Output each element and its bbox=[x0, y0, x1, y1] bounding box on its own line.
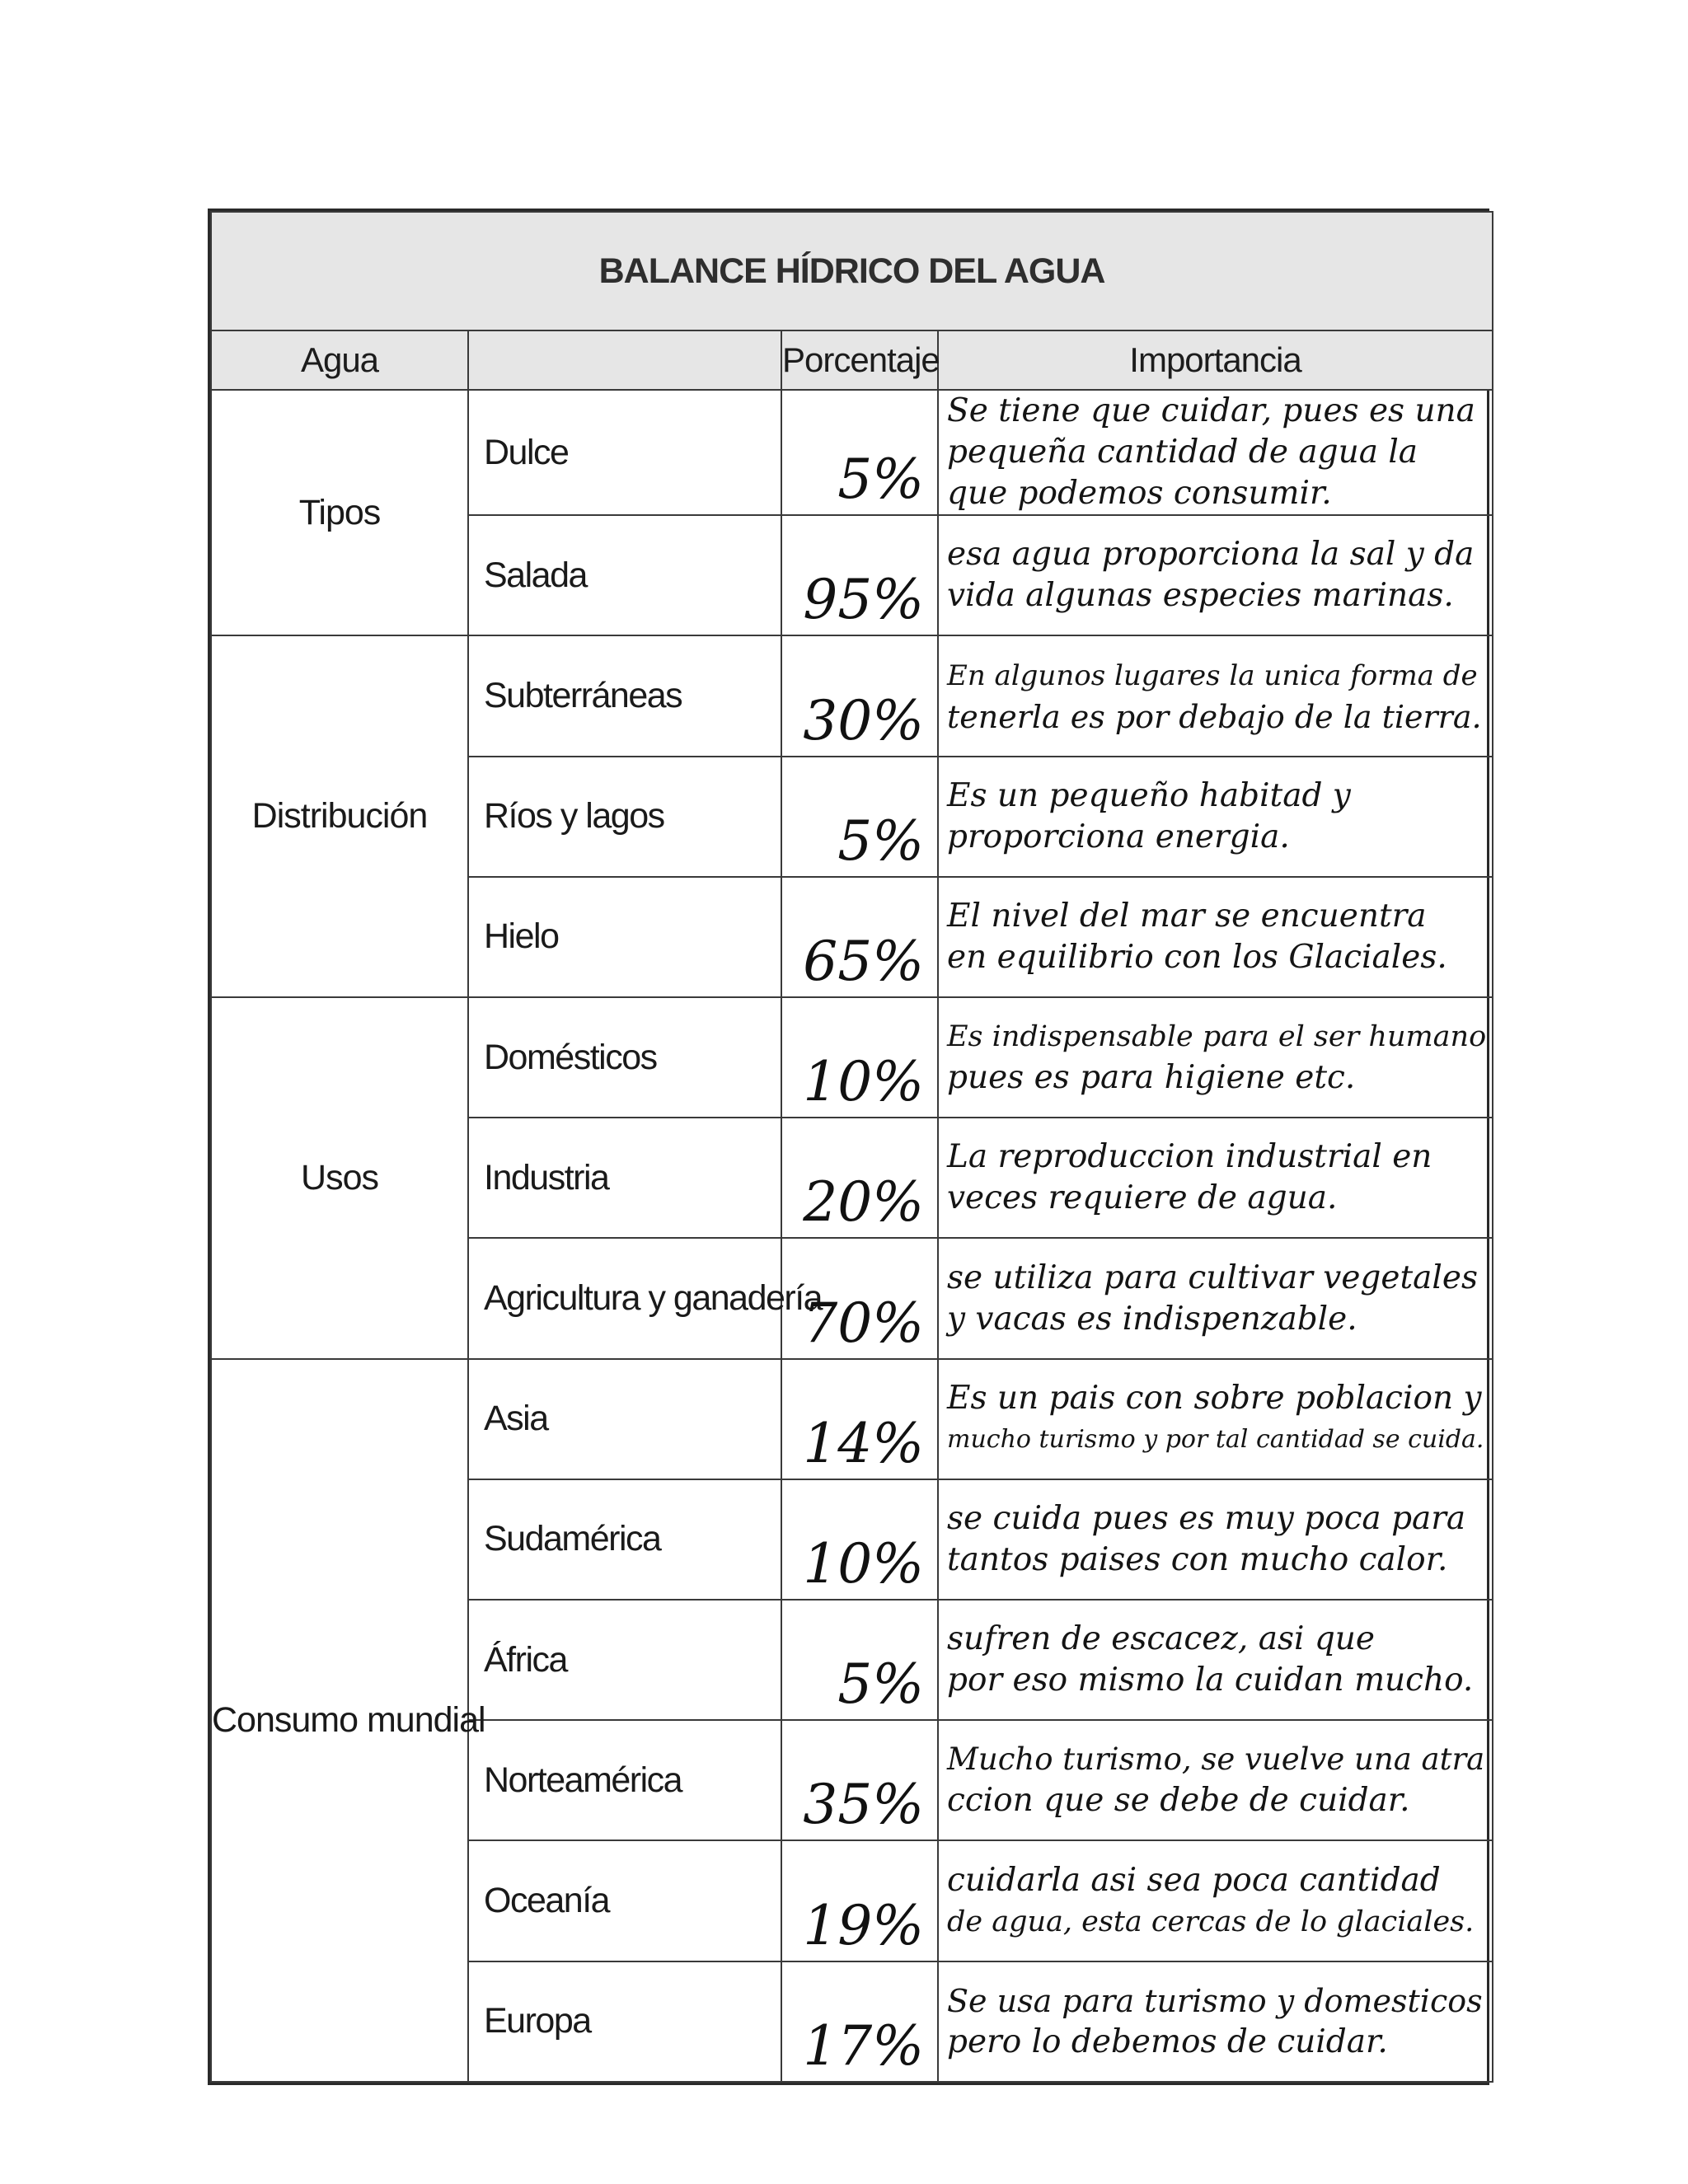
importance-line: tenerla es por debajo de la tierra. bbox=[947, 698, 1482, 735]
row-importance bbox=[938, 1479, 1493, 1600]
importance-line: ccion que se debe de cuidar. bbox=[947, 1782, 1410, 1820]
row-type: Subterráneas bbox=[468, 635, 781, 756]
importance-line: veces requiere de agua. bbox=[947, 1179, 1338, 1217]
importance-line: Mucho turismo, se vuelve una atra bbox=[947, 1741, 1485, 1778]
table-row bbox=[211, 390, 1493, 515]
header-agua: Agua bbox=[211, 330, 468, 390]
importance-line: En algunos lugares la unica forma de bbox=[947, 658, 1478, 692]
row-percent: 5% bbox=[781, 390, 938, 515]
category-usos: Usos bbox=[211, 997, 468, 1359]
row-percent: 10% bbox=[781, 997, 938, 1118]
importance-line: El nivel del mar se encuentra bbox=[947, 897, 1427, 935]
importance-line: La reproduccion industrial en bbox=[947, 1138, 1432, 1176]
row-percent: 5% bbox=[781, 757, 938, 877]
row-percent: 17% bbox=[781, 1961, 938, 2082]
header-blank bbox=[468, 330, 781, 390]
row-importance bbox=[938, 1600, 1493, 1720]
row-percent: 65% bbox=[781, 877, 938, 997]
row-percent: 30% bbox=[781, 635, 938, 756]
importance-line: Se tiene que cuidar, pues es una bbox=[947, 392, 1475, 430]
row-importance bbox=[938, 1238, 1493, 1358]
row-percent: 5% bbox=[781, 1600, 938, 1720]
row-type: Agricultura y ganadería bbox=[468, 1238, 781, 1358]
importance-line: que podemos consumir. bbox=[947, 475, 1332, 513]
importance-line: se cuida pues es muy poca para bbox=[947, 1499, 1466, 1537]
importance-line: proporciona energia. bbox=[947, 818, 1290, 855]
importance-line: por eso mismo la cuidan mucho. bbox=[947, 1661, 1474, 1699]
row-importance bbox=[938, 1720, 1493, 1840]
row-percent: 70% bbox=[781, 1238, 938, 1358]
row-percent: 35% bbox=[781, 1720, 938, 1840]
row-type: Oceanía bbox=[468, 1840, 781, 1961]
importance-line: tantos paises con mucho calor. bbox=[947, 1540, 1448, 1578]
row-type: Hielo bbox=[468, 877, 781, 997]
importance-line: pequeña cantidad de agua la bbox=[947, 434, 1418, 471]
importance-line: Es indispensable para el ser humano bbox=[947, 1020, 1487, 1054]
row-type: Salada bbox=[468, 515, 781, 635]
row-importance bbox=[938, 997, 1493, 1118]
row-type: Domésticos bbox=[468, 997, 781, 1118]
table-row bbox=[211, 635, 1493, 756]
row-type: Asia bbox=[468, 1359, 781, 1479]
row-importance bbox=[938, 1359, 1493, 1479]
header-importancia: Importancia bbox=[938, 330, 1493, 390]
table-row bbox=[211, 1359, 1493, 1479]
table-title: BALANCE HÍDRICO DEL AGUA bbox=[211, 212, 1493, 330]
importance-line: esa agua proporciona la sal y da bbox=[947, 536, 1475, 574]
row-importance bbox=[938, 1961, 1493, 2082]
importance-line: Es un pequeño habitad y bbox=[947, 776, 1351, 814]
water-balance-worksheet bbox=[208, 209, 1489, 2085]
importance-line: cuidarla asi sea poca cantidad bbox=[947, 1861, 1441, 1899]
water-balance-table bbox=[210, 211, 1493, 2083]
importance-line: en equilibrio con los Glaciales. bbox=[947, 938, 1447, 976]
row-percent: 95% bbox=[781, 515, 938, 635]
row-importance bbox=[938, 757, 1493, 877]
row-type: Industria bbox=[468, 1118, 781, 1238]
row-type: Norteamérica bbox=[468, 1720, 781, 1840]
row-type: Ríos y lagos bbox=[468, 757, 781, 877]
importance-line: vida algunas especies marinas. bbox=[947, 577, 1454, 615]
row-type: Sudamérica bbox=[468, 1479, 781, 1600]
category-distribucion: Distribución bbox=[211, 635, 468, 997]
row-importance bbox=[938, 1840, 1493, 1961]
importance-line: sufren de escacez, asi que bbox=[947, 1620, 1375, 1658]
importance-line: y vacas es indispenzable. bbox=[947, 1300, 1357, 1338]
row-percent: 14% bbox=[781, 1359, 938, 1479]
importance-line: Se usa para turismo y domesticos bbox=[947, 1982, 1483, 2019]
row-importance bbox=[938, 877, 1493, 997]
row-percent: 10% bbox=[781, 1479, 938, 1600]
importance-line: se utiliza para cultivar vegetales bbox=[947, 1258, 1478, 1296]
row-type: Dulce bbox=[468, 390, 781, 515]
importance-line: pero lo debemos de cuidar. bbox=[947, 2022, 1388, 2060]
row-percent: 20% bbox=[781, 1118, 938, 1238]
importance-line: de agua, esta cercas de lo glaciales. bbox=[947, 1905, 1475, 1938]
row-type: Europa bbox=[468, 1961, 781, 2082]
row-type: África bbox=[468, 1600, 781, 1720]
header-porcentaje: Porcentaje bbox=[781, 330, 938, 390]
importance-line: pues es para higiene etc. bbox=[947, 1059, 1356, 1097]
importance-line: mucho turismo y por tal cantidad se cuida. bbox=[947, 1424, 1484, 1454]
category-consumo-mundial: Consumo mundial bbox=[211, 1359, 468, 2082]
row-percent: 19% bbox=[781, 1840, 938, 1961]
table-row bbox=[211, 997, 1493, 1118]
row-importance bbox=[938, 390, 1493, 515]
importance-line: Es un pais con sobre poblacion y bbox=[947, 1379, 1482, 1417]
category-tipos: Tipos bbox=[211, 390, 468, 635]
row-importance bbox=[938, 635, 1493, 756]
row-importance bbox=[938, 1118, 1493, 1238]
row-importance bbox=[938, 515, 1493, 635]
